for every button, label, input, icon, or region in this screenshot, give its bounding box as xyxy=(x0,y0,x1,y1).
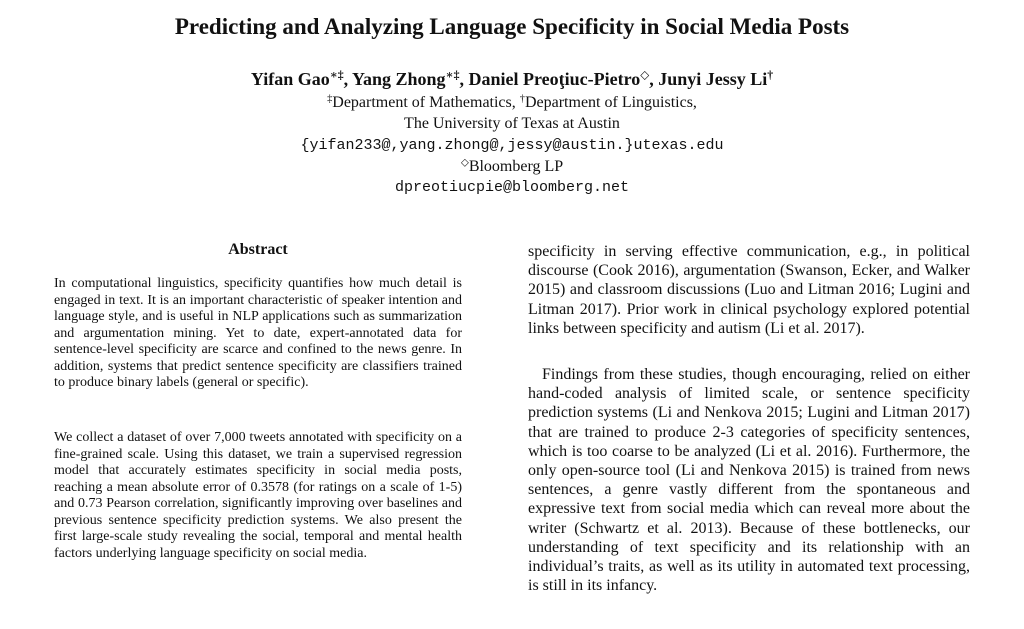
author-mark: ∗‡ xyxy=(445,68,460,82)
author-separator: , xyxy=(649,69,659,89)
paper-title: Predicting and Analyzing Language Specificity in Social Media Posts xyxy=(174,14,850,39)
author-separator: , xyxy=(459,69,469,89)
affiliation-bloomberg xyxy=(0,156,1024,177)
author-name: Yang Zhong xyxy=(351,69,446,89)
affiliation-text: Bloomberg LP xyxy=(468,158,564,175)
affiliation-text: Department of Linguistics, xyxy=(524,94,697,111)
author-mark: † xyxy=(767,68,774,82)
author-name: Daniel Preoţiuc-Pietro xyxy=(468,69,641,89)
body-paragraph: Findings from these studies, though encouraging, relied on either hand-coded analysis of limited scale, or sentence specificity prediction systems (Li and Nenkova 2015; Lugini and Litman 2017) that are trained to produce 2-3 categories of specificity sentences, which is too coarse to be analyzed (Li et al. 2016). Furthermore, the only open-source tool (Li and Nenkova 2015) is trained from news sentences, a genre vastly different from the spontaneous and expressive text from social media which can reveal more about the writer (Schwartz et al. 2013). Because of these bottlenecks, our understanding of text specificity and its relationship with an individual’s traits, as well as its utility in automated text processing, is still in its infancy. xyxy=(528,366,970,595)
affiliation-text: Department of Mathematics, xyxy=(332,94,520,111)
abstract-paragraph: In computational linguistics, specificity quantifies how much detail is engaged in text. It is an important characteristic of speaker intention and language style, and is useful in NLP applications such as summarization and argumentation mining. Yet to date, expert-annotated data for sentence-level specificity are scarce and confined to the news genre. In addition, systems that predict sentence specificity are classifiers trained to produce binary labels (general or specific). xyxy=(54,276,462,390)
author-list xyxy=(0,67,1024,91)
abstract-heading: Abstract xyxy=(228,241,288,258)
author-mark: ∗‡ xyxy=(329,68,344,82)
affiliation-mark: ◇ xyxy=(460,157,469,169)
author-name: Yifan Gao xyxy=(250,69,330,89)
affiliation-university: The University of Texas at Austin xyxy=(404,115,620,132)
affiliation-mark: ‡ xyxy=(327,93,333,105)
abstract-paragraph: We collect a dataset of over 7,000 tweets annotated with specificity on a fine-grained scale. Using this dataset, we train a supervised regression model that accurately estimates specificity in social media posts, reaching a mean absolute error of 0.3578 (for ratings on a scale of 1-5) and 0.73 Pearson correlation, significantly improving over baselines and previous sentence specificity prediction systems. We also present the first large-scale study revealing the social, temporal and mental health factors underlying language specificity on social media. xyxy=(54,430,462,561)
affiliation-departments xyxy=(0,92,1024,113)
affiliation-mark: † xyxy=(519,93,525,105)
bloomberg-email: dpreotiucpie@bloomberg.net xyxy=(394,179,630,196)
author-separator: , xyxy=(343,69,352,89)
author-emails: {yifan233@,yang.zhong@,jessy@austin.}utexas.edu xyxy=(300,137,724,154)
author-mark: ◇ xyxy=(640,68,650,82)
author-name: Junyi Jessy Li xyxy=(658,69,768,89)
body-paragraph: specificity in serving effective communication, e.g., in political discourse (Cook 2016), argumentation (Swanson, Ecker, and Walker 2015) and classroom discussions (Luo and Litman 2016; Lugini and Litman 2017). Prior work in clinical psychology explored potential links between specificity and autism (Li et al. 2017). xyxy=(528,243,970,337)
